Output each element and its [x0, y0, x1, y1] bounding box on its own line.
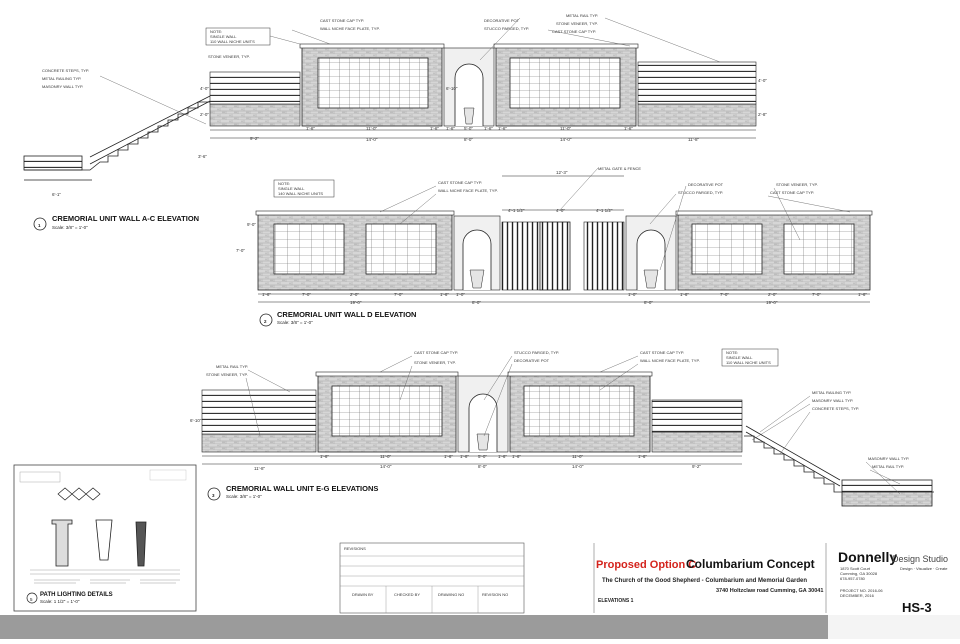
dim-s4: 1'-6" [446, 126, 455, 131]
note-2-line1: NOTE: [278, 181, 291, 186]
dim-d-h1: 7'-0" [236, 248, 245, 253]
niche-grid-d4 [784, 224, 854, 274]
dim-g2: 4'-0" [556, 208, 565, 213]
dim-lines-1 [210, 130, 756, 138]
callout-stone-veneer-e2: STONE VENEER, TYP. [414, 360, 456, 365]
elevation-3 [190, 349, 934, 506]
note-2-line3: 140 WALL NICHE UNITS [278, 191, 324, 196]
sheet-name: ELEVATIONS 1 [598, 598, 634, 604]
dim-stair-w: 6'-1" [52, 192, 61, 197]
dim-b2: 8'-0" [472, 300, 481, 305]
callout-cast-stone-cap-d2: CAST STONE CAP TYP. [770, 190, 815, 195]
dim-t3: 14'-0" [560, 137, 572, 142]
callout-cast-stone-cap: CAST STONE CAP TYP. [320, 18, 365, 23]
dim-b1: 19'-0" [350, 300, 362, 305]
dim-e-t2: 8'-0" [478, 464, 487, 469]
callout-cast-stone-cap-e2: CAST STONE CAP TYP. [640, 350, 685, 355]
dim-g1: 4'-1 1/2" [508, 208, 525, 213]
cap-d-left [256, 211, 454, 215]
dim-s1: 1'-6" [306, 126, 315, 131]
niche-grid-d2 [366, 224, 436, 274]
dim-s2: 11'-0" [366, 126, 378, 131]
dim-s5: 5'-0" [464, 126, 473, 131]
revisions-header: REVISIONS [344, 546, 366, 551]
revision-no-label: REVISION NO [482, 592, 509, 597]
dim-e-right-run: 9'-2" [692, 464, 701, 469]
dim-e-h1: 6'-10" [190, 418, 202, 423]
elevation-1 [24, 13, 767, 230]
niche-grid-c [510, 58, 620, 108]
low-wall-left [210, 104, 300, 126]
revisions-block [340, 543, 524, 613]
option-label: Proposed Option C [596, 559, 697, 571]
low-wall-g [652, 432, 742, 452]
dim-h2: 4'-0" [200, 86, 209, 91]
dim-h4: 3'-6" [198, 154, 207, 159]
callout-cast-stone-cap-e: CAST STONE CAP TYP. [414, 350, 459, 355]
dim-e-t3: 14'-0" [572, 464, 584, 469]
low-wall-e [202, 434, 316, 452]
dim-e-s3: 1'-6" [444, 454, 453, 459]
callout-metal-railing-e: METAL RAILING TYP. [812, 390, 852, 395]
dim-s8: 11'-0" [560, 126, 572, 131]
drawing-number-3: 3 [212, 493, 215, 498]
drawing-scale-1: Scale: 3/8" = 1'-0" [52, 225, 88, 230]
dim-e-s1: 1'-6" [320, 454, 329, 459]
dim-e-s9: 1'-6" [638, 454, 647, 459]
decorative-pot-1 [464, 108, 474, 124]
drawn-by-label: DRAWN BY [352, 592, 374, 597]
dim-b4: 19'-0" [766, 300, 778, 305]
note-2-line2: SINGLE WALL [278, 186, 305, 191]
dim-h6: 2'-8" [758, 112, 767, 117]
dim-g3: 4'-1 1/2" [596, 208, 613, 213]
stair-left [24, 95, 212, 180]
callout-concrete-steps-e: CONCRETE STEPS, TYP. [812, 406, 860, 411]
decorative-pot-4 [477, 434, 489, 450]
niche-grid-d3 [692, 224, 762, 274]
callout-stone-veneer-2: STONE VENEER, TYP. [556, 21, 598, 26]
niche-grid-a [318, 58, 428, 108]
sheet-number: HS-3 [902, 600, 932, 615]
detail-scale: Scale: 1 1/2" = 1'-0" [40, 599, 80, 604]
fence-left [502, 222, 540, 290]
callout-stone-veneer-e: STONE VENEER, TYP. [206, 372, 248, 377]
firm-address-3: 678-957-0780 [840, 576, 865, 581]
drawing-scale-3: Scale: 3/8" = 1'-0" [226, 494, 262, 499]
dim-a5: 1'-6" [440, 292, 449, 297]
dim-e-s6: 1'-6" [498, 454, 507, 459]
note-3-line2: SINGLE WALL [726, 355, 753, 360]
firm-address-1: 1870 Scott Court [840, 566, 871, 571]
callout-cast-stone-cap-d: CAST STONE CAP TYP. [438, 180, 483, 185]
niche-grid-g [524, 386, 634, 436]
dim-h3: 2'-0" [200, 112, 209, 117]
checked-by-label: CHECKED BY [394, 592, 421, 597]
callout-metal-rail: METAL RAIL TYP. [566, 13, 599, 18]
note-3-line3: 110 WALL NICHE UNITS [726, 360, 771, 365]
dim-a4: 7'-0" [394, 292, 403, 297]
note-3-line1: NOTE: [726, 350, 739, 355]
callout-masonry-wall-e: MASONRY WALL TYP. [812, 398, 854, 403]
drawing-title-1: CREMORIAL UNIT WALL A-C ELEVATION [52, 214, 200, 223]
project-date: DECEMBER, 2016 [840, 593, 874, 598]
drawing-number-2: 2 [264, 319, 267, 324]
firm-name-light: Design Studio [892, 554, 949, 564]
dim-h1: 6'-10" [446, 86, 458, 91]
low-wall-right [638, 104, 756, 126]
dim-a9: 7'-0" [720, 292, 729, 297]
dim-right-run: 11'-8" [688, 137, 700, 142]
callout-decorative-pot-e: DECORATIVE POT [514, 358, 550, 363]
callout-metal-gate: METAL GATE & FENCE [598, 166, 642, 171]
dim-e-s5: 5'-0" [478, 454, 487, 459]
dim-t1: 14'-0" [366, 137, 378, 142]
firm-address-2: Cumming, GA 30028 [840, 571, 878, 576]
bollard-fixture [136, 522, 146, 566]
dim-a12: 1'-6" [858, 292, 867, 297]
dim-e-left-run: 11'-8" [254, 466, 266, 471]
dim-e-s7: 1'-6" [512, 454, 521, 459]
dim-a1: 1'-6" [262, 292, 271, 297]
niche-grid-e [332, 386, 442, 436]
callout-wall-niche-plate-d: WALL NICHE FACE PLATE, TYP. [438, 188, 498, 193]
metal-gate[interactable] [540, 222, 570, 290]
callout-concrete-steps: CONCRETE STEPS, TYP. [42, 68, 90, 73]
metal-rail-e [202, 390, 316, 434]
dim-e-s2: 11'-0" [380, 454, 392, 459]
concept-title: Columbarium Concept [686, 557, 815, 571]
path-lighting-inset [14, 465, 196, 611]
callout-masonry-wall-e2: MASONRY WALL TYP. [868, 456, 910, 461]
site-address: 3740 Holtzclaw road Cumming, GA 30041 [716, 588, 824, 594]
drawing-no-label: DRAWING NO [438, 592, 465, 597]
dim-s3: 1'-6" [430, 126, 439, 131]
dim-e-t1: 14'-0" [380, 464, 392, 469]
dim-left-run: 9'-2" [250, 136, 259, 141]
drawing-number-1: 1 [38, 223, 41, 228]
cap-a [300, 44, 444, 48]
dim-d-h2: 9'-0" [247, 222, 256, 227]
dim-a3: 2'-0" [350, 292, 359, 297]
note-1-line1: NOTE: [210, 29, 223, 34]
dim-a2: 7'-0" [302, 292, 311, 297]
dim-e-s8: 11'-0" [572, 454, 584, 459]
dim-a7: 1'-0" [628, 292, 637, 297]
callout-wall-niche-plate: WALL NICHE FACE PLATE, TYP. [320, 26, 380, 31]
metal-rail-right [638, 62, 756, 104]
dim-a8: 1'-6" [680, 292, 689, 297]
callout-decorative-pot-d: DECORATIVE POT [688, 182, 724, 187]
callout-metal-railing: METAL RAILING TYP. [42, 76, 82, 81]
dim-lines-3 [202, 456, 742, 464]
callout-metal-rail-e: METAL RAIL TYP. [216, 364, 249, 369]
bottom-bar-right [828, 615, 960, 639]
drawing-scale-2: Scale: 3/8" = 1'-0" [277, 320, 313, 325]
detail-title: PATH LIGHTING DETAILS [40, 592, 113, 598]
project-number: PROJECT NO. 2016-06 [840, 588, 883, 593]
callout-wall-niche-plate-e: WALL NICHE FACE PLATE, TYP. [640, 358, 700, 363]
dim-a11: 7'-0" [812, 292, 821, 297]
note-1-line3: 110 WALL NICHE UNITS [210, 39, 255, 44]
dim-t2: 8'-0" [464, 137, 473, 142]
callout-metal-rail-e2: METAL RAIL TYP. [872, 464, 905, 469]
firm-name-bold: Donnelly [838, 549, 898, 565]
callout-decorative-pot: DECORATIVE POT [484, 18, 520, 23]
callout-cast-stone-cap-2: CAST STONE CAP TYP. [552, 29, 597, 34]
metal-rail-left [210, 72, 300, 104]
detail-number: 5 [30, 597, 33, 602]
callout-masonry-wall: MASONRY WALL TYP. [42, 84, 84, 89]
callout-stucco-parged-d: STUCCO PARGED, TYP. [678, 190, 724, 195]
cap-g [508, 372, 652, 376]
cap-e [316, 372, 458, 376]
callout-stucco-parged-e: STUCCO PARGED, TYP. [514, 350, 560, 355]
fence-right [584, 222, 624, 290]
niche-grid-d1 [274, 224, 344, 274]
metal-rail-g [652, 400, 742, 432]
elevation-2 [236, 166, 872, 326]
callout-stucco-parged: STUCCO PARGED, TYP. [484, 26, 530, 31]
bottom-bar [0, 615, 960, 639]
callout-stone-veneer: STONE VENEER, TYP. [208, 54, 250, 59]
dim-s9: 1'-6" [624, 126, 633, 131]
note-1-line2: SINGLE WALL [210, 34, 237, 39]
dim-a10: 2'-0" [768, 292, 777, 297]
dim-b3: 8'-0" [644, 300, 653, 305]
dim-e-s4: 1'-6" [460, 454, 469, 459]
drawing-title-2: CREMORIAL UNIT WALL D ELEVATION [277, 310, 417, 319]
cap-c [494, 44, 638, 48]
drawing-title-3: CREMORIAL WALL UNIT E-G ELEVATIONS [226, 484, 379, 493]
church-name: The Church of the Good Shepherd - Columbarium and Memorial Garden [602, 578, 808, 584]
stair-right [744, 426, 934, 506]
dim-a6: 1'-0" [456, 292, 465, 297]
callout-stone-veneer-d: STONE VENEER, TYP. [776, 182, 818, 187]
cap-d-right [676, 211, 872, 215]
dim-h5: 4'-0" [758, 78, 767, 83]
title-block [594, 543, 948, 615]
dim-overall-gate: 12'-3" [556, 170, 568, 175]
dim-s6: 1'-6" [484, 126, 493, 131]
dim-s7: 1'-6" [498, 126, 507, 131]
firm-tagline: Design · Visualize · Create [900, 566, 948, 571]
